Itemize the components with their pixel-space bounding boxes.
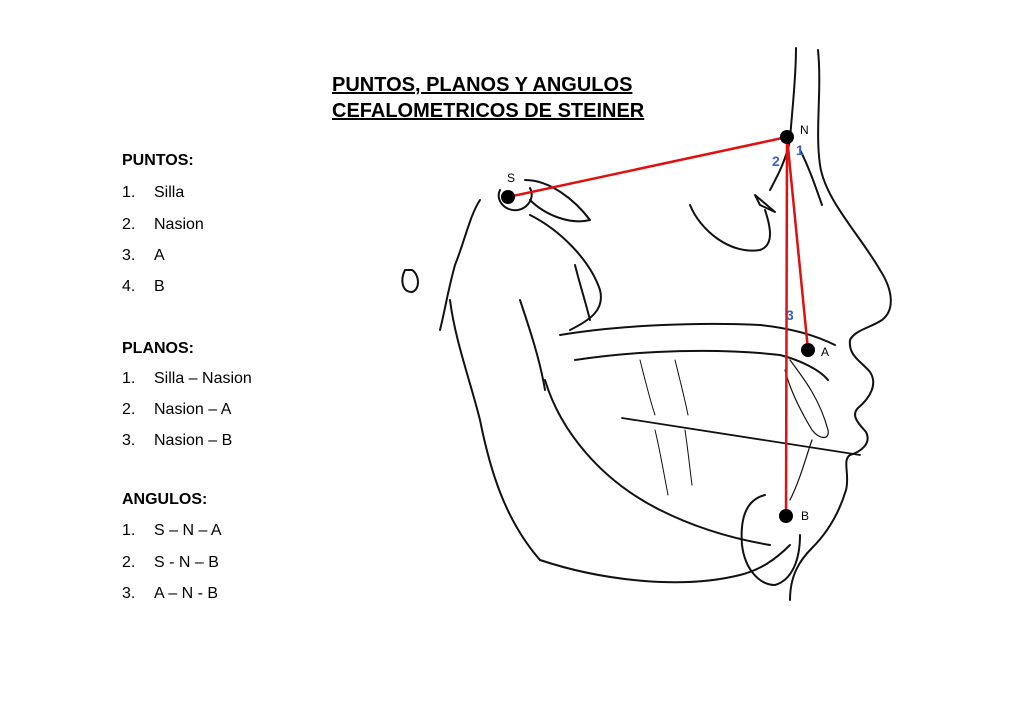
item-number: 3.	[122, 432, 136, 449]
ramus-anterior	[520, 300, 545, 390]
item-number: 1.	[122, 184, 136, 201]
item-number: 2.	[122, 554, 136, 571]
point-a	[801, 343, 815, 357]
angle-label-1: 1	[796, 142, 804, 158]
cranial-base	[440, 200, 480, 330]
palatal-plane-contour	[560, 324, 835, 345]
planos-heading: PLANOS:	[122, 340, 194, 357]
mandible-lower-border	[540, 545, 790, 582]
item-number: 1.	[122, 522, 136, 539]
plane-nasion-b	[786, 137, 787, 516]
item-number: 4.	[122, 278, 136, 295]
item-label: S - N – B	[154, 554, 219, 571]
orbit-contour	[690, 205, 770, 251]
label-s: S	[507, 171, 516, 185]
item-label: A – N - B	[154, 585, 219, 602]
ear-rod	[402, 270, 418, 292]
title-line-1: PUNTOS, PLANOS Y ANGULOS	[332, 74, 633, 96]
item-label: Silla – Nasion	[154, 370, 252, 387]
mandible-body	[545, 380, 770, 545]
pterygoid	[575, 265, 590, 320]
point-n	[780, 130, 794, 144]
item-number: 2.	[122, 216, 136, 233]
item-number: 3.	[122, 585, 136, 602]
skull-tracing	[402, 48, 890, 600]
label-a: A	[821, 345, 830, 359]
item-label: B	[154, 278, 165, 295]
title-line-2: CEFALOMETRICOS DE STEINER	[332, 100, 645, 122]
item-number: 2.	[122, 401, 136, 418]
angle-label-2: 2	[772, 153, 780, 169]
item-label: Nasion – B	[154, 432, 233, 449]
angle-label-3: 3	[786, 307, 794, 323]
label-b: B	[801, 509, 810, 523]
item-label: Nasion – A	[154, 401, 232, 418]
item-label: Nasion	[154, 216, 204, 233]
plane-silla-nasion	[508, 137, 787, 197]
occlusal-plane	[622, 418, 860, 455]
upper-incisor	[785, 360, 828, 438]
angulos-heading: ANGULOS:	[122, 491, 208, 508]
ramus-posterior	[450, 300, 540, 560]
posterior-cranial	[530, 215, 601, 330]
puntos-heading: PUNTOS:	[122, 152, 194, 169]
maxilla-lower	[575, 351, 828, 380]
point-b	[779, 509, 793, 523]
lower-incisor	[790, 440, 812, 500]
item-number: 1.	[122, 370, 136, 387]
item-label: Silla	[154, 184, 185, 201]
point-s	[501, 190, 515, 204]
label-n: N	[800, 123, 809, 137]
item-label: A	[154, 247, 165, 264]
item-label: S – N – A	[154, 522, 222, 539]
item-number: 3.	[122, 247, 136, 264]
